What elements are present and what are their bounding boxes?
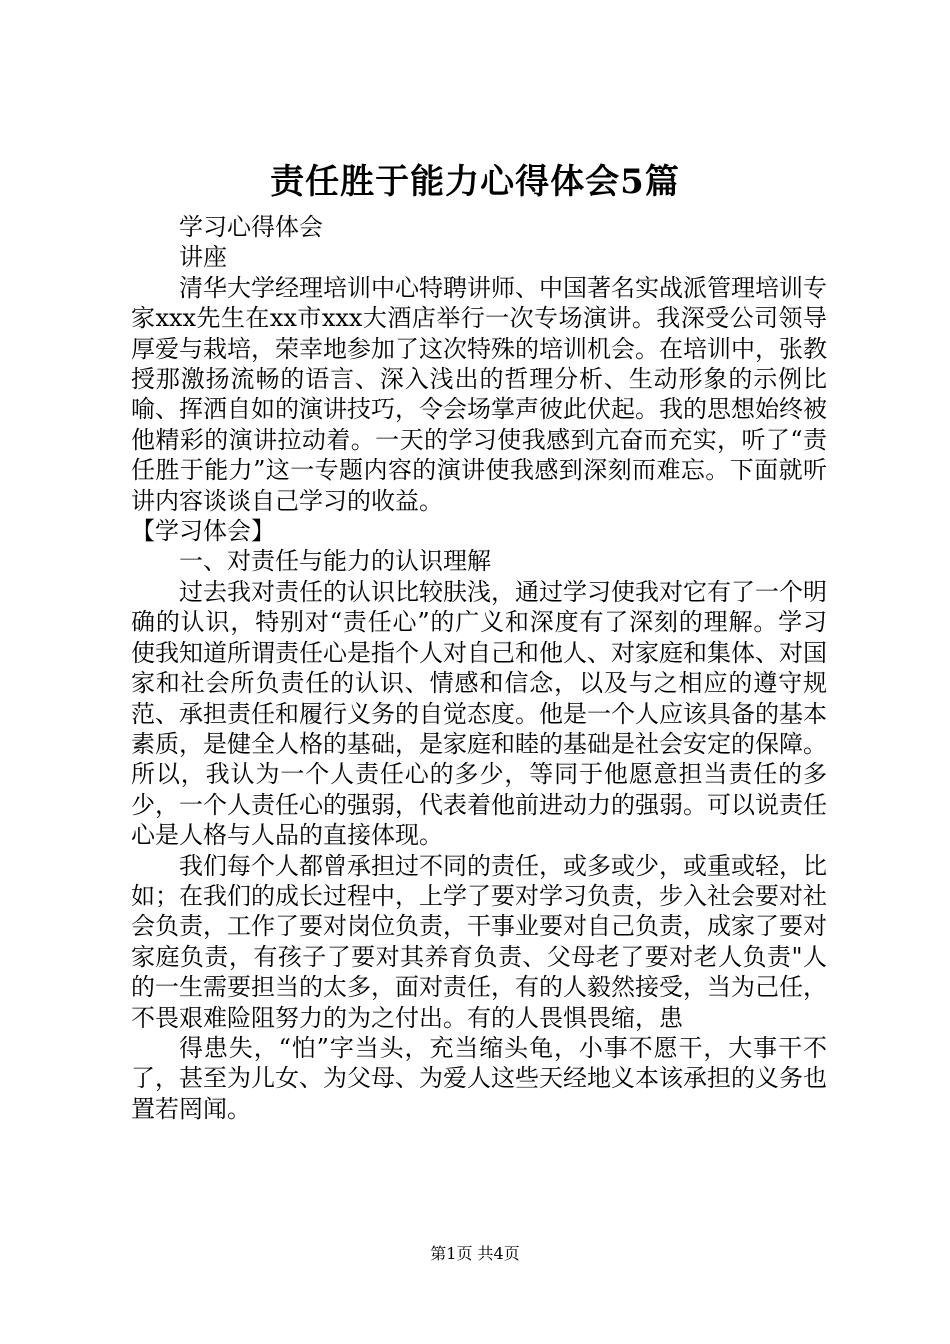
paragraph-continuation: 得患失，“怕”字当头，充当缩头龟，小事不愿干，大事干不了，甚至为儿女、为父母、为爱人这些天经地义本该承担的义务也置若罔闻。	[131, 1033, 827, 1123]
paragraph-heading-lecture: 讲座	[179, 243, 227, 272]
paragraph-responsibilities: 我们每个人都曾承担过不同的责任，或多或少，或重或轻，比如；在我们的成长过程中，上学了要对学习负责，步入社会要对社会负责，工作了要对岗位负责，干事业要对自己负责，成家了要对家庭负责，有孩子了要对其养育负责、父母老了要对老人负责"人的一生需要担当的太多，面对责任，有的人毅然接受，当为己任，不畏艰难险阻努力的为之付出。有的人畏惧畏缩，患	[131, 851, 827, 1032]
page-footer: 第1页 共4页	[430, 1244, 520, 1263]
paragraph-understanding: 过去我对责任的认识比较肤浅，通过学习使我对它有了一个明确的认识，特别对“责任心”的广义和深度有了深刻的理解。学习使我知道所谓责任心是指个人对自己和他人、对家庭和集体、对国家和社会所负责任的认识、情感和信念，以及与之相应的遵守规范、承担责任和履行义务的自觉态度。他是一个人应该具备的基本素质，是健全人格的基础，是家庭和睦的基础是社会安定的保障。所以，我认为一个人责任心的多少，等同于他愿意担当责任的多少，一个人责任心的强弱，代表着他前进动力的强弱。可以说责任心是人格与人品的直接体现。	[131, 577, 827, 850]
paragraph-heading-study: 学习心得体会	[179, 213, 323, 241]
document-title: 责任胜于能力心得体会5篇	[270, 162, 680, 202]
paragraph-intro: 清华大学经理培训中心特聘讲师、中国著名实战派管理培训专家xxx先生在xx市xxx大酒店举行一次专场演讲。我深受公司领导厚爱与栽培，荣幸地参加了这次特殊的培训机会。在培训中，张教授那激扬流畅的语言、深入浅出的哲理分析、生动形象的示例比喻、挥洒自如的演讲技巧，令会场掌声彼此伏起。我的思想始终被他精彩的演讲拉动着。一天的学习使我感到亢奋而充实，听了“责任胜于能力”这一专题内容的演讲使我感到深刻而难忘。下面就听讲内容谈谈自己学习的收益。	[131, 273, 827, 515]
paragraph-section-label: 【学习体会】	[131, 517, 275, 546]
paragraph-subheading: 一、对责任与能力的认识理解	[179, 547, 491, 576]
document-body	[131, 212, 827, 1124]
